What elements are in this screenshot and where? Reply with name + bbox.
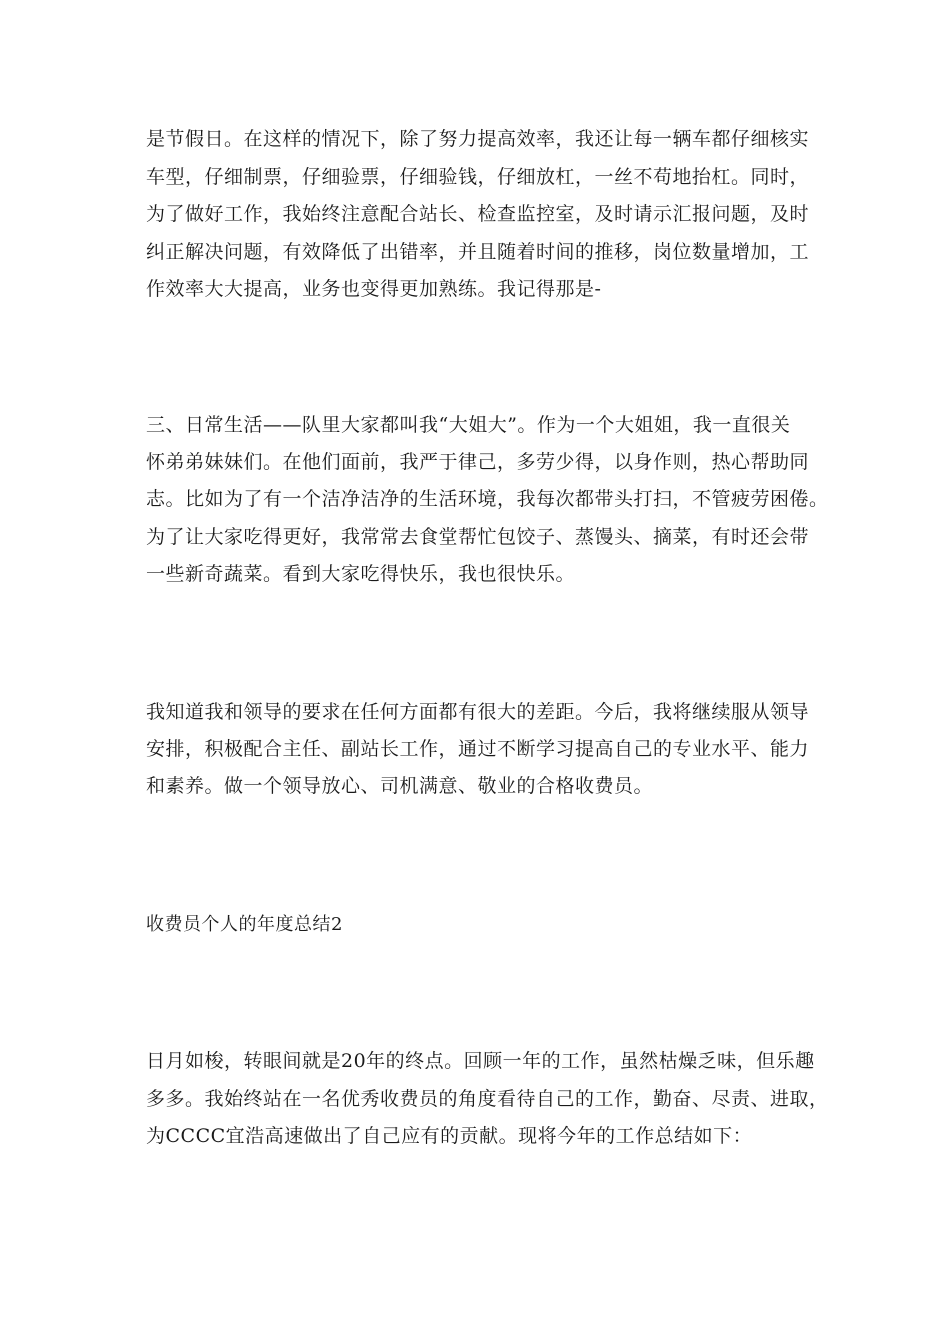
paragraph-1-line-5: 作效率大大提高，业务也变得更加熟练。我记得那是-: [146, 278, 602, 300]
paragraph-2-line-2: 怀弟弟妹妹们。在他们面前，我严于律己，多劳少得，以身作则，热心帮助同: [146, 451, 810, 473]
paragraph-2-line-1: 三、日常生活——队里大家都叫我“大姐大”。作为一个大姐姐，我一直很关: [146, 414, 791, 436]
paragraph-1-line-3: 为了做好工作，我始终注意配合站长、检查监控室，及时请示汇报问题，及时: [146, 203, 810, 225]
paragraph-3-line-3: 和素养。做一个领导放心、司机满意、敬业的合格收费员。: [146, 775, 654, 797]
paragraph-3-line-2: 安排，积极配合主任、副站长工作，通过不断学习提高自己的专业水平、能力: [146, 738, 810, 760]
paragraph-2-line-5: 一些新奇蔬菜。看到大家吃得快乐，我也很快乐。: [146, 563, 576, 585]
paragraph-4-line-2: 多多。我始终站在一名优秀收费员的角度看待自己的工作，勤奋、尽责、进取，: [146, 1088, 829, 1110]
paragraph-2-line-4: 为了让大家吃得更好，我常常去食堂帮忙包饺子、蒸馒头、摘菜，有时还会带: [146, 526, 810, 548]
paragraph-1-line-2: 车型，仔细制票，仔细验票，仔细验钱，仔细放杠，一丝不苟地抬杠。同时，: [146, 166, 810, 188]
paragraph-2-line-3: 志。比如为了有一个洁净洁净的生活环境，我每次都带头打扫，不管疲劳困倦。: [146, 488, 829, 510]
paragraph-1-line-4: 纠正解决问题，有效降低了出错率，并且随着时间的推移，岗位数量增加，工: [146, 241, 810, 263]
paragraph-3-line-1: 我知道我和领导的要求在任何方面都有很大的差距。今后，我将继续服从领导: [146, 701, 810, 723]
section-title: 收费员个人的年度总结2: [146, 914, 343, 935]
paragraph-4-line-1: 日月如梭，转眼间就是20年的终点。回顾一年的工作，虽然枯燥乏味，但乐趣: [146, 1050, 815, 1072]
paragraph-1-line-1: 是节假日。在这样的情况下，除了努力提高效率，我还让每一辆车都仔细核实: [146, 128, 810, 150]
paragraph-4-line-3: 为CCCC宜浩高速做出了自己应有的贡献。现将今年的工作总结如下：: [146, 1125, 753, 1147]
